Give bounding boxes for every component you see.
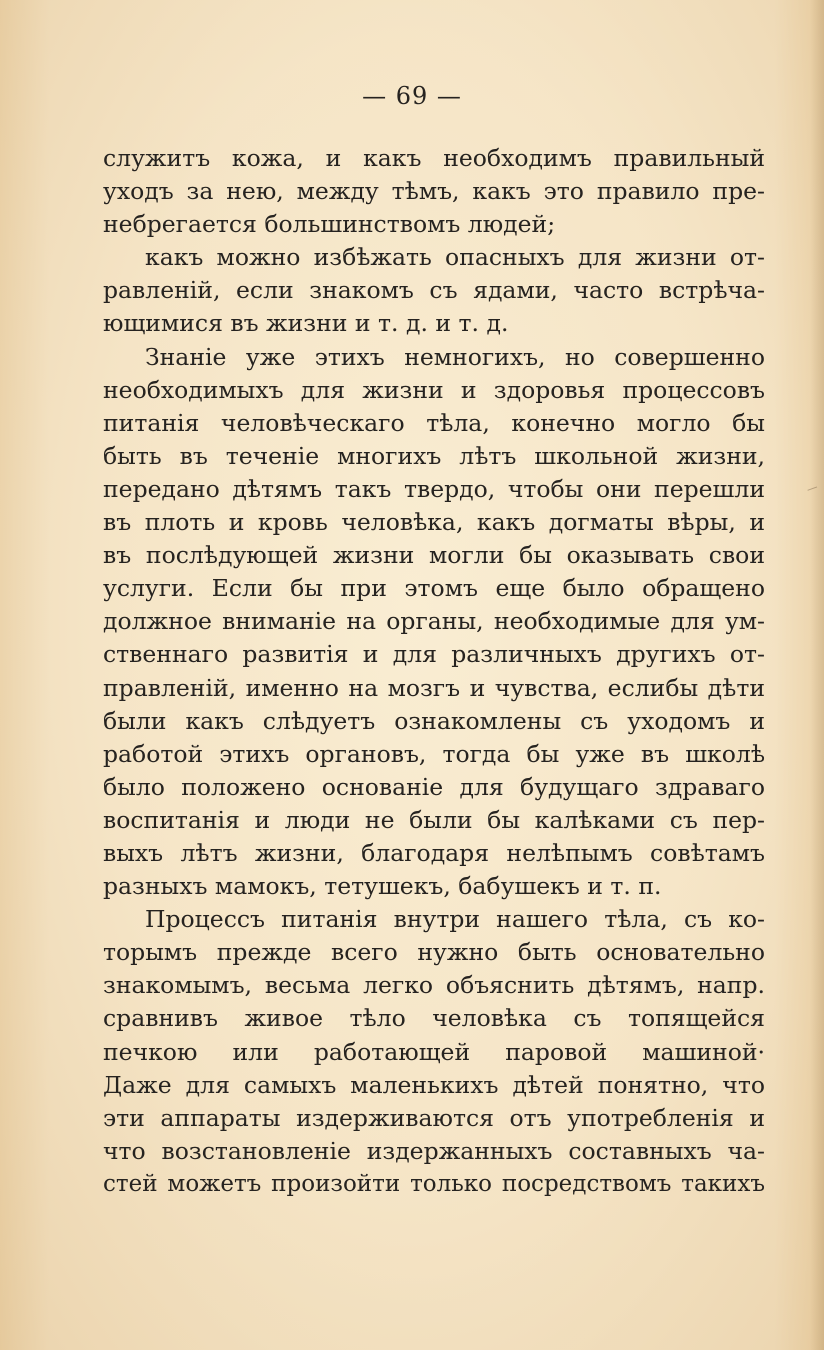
text-line: воспитанія и люди не были бы калѣками съ пер- [103, 805, 765, 834]
text-line: были какъ слѣдуетъ ознакомлены съ уходомъ и [103, 706, 765, 735]
text-line: что возстановленіе издержанныхъ составныхъ ча- [103, 1136, 765, 1165]
text-line: служитъ кожа, и какъ необходимъ правильный [103, 144, 765, 172]
text-line: уходъ за нею, между тѣмъ, какъ это правило пре- [103, 177, 765, 206]
text-line: должное вниманіе на органы, необходимые для ум- [103, 607, 765, 636]
text-line: въ плоть и кровь человѣка, какъ догматы вѣры, и [103, 508, 765, 537]
body-text [103, 142, 765, 1201]
text-line: Знаніе уже этихъ немногихъ, но совершенно [145, 342, 765, 371]
text-line: выхъ лѣтъ жизни, благодаря нелѣпымъ совѣтамъ [103, 838, 765, 867]
text-line: ственнаго развитія и для различныхъ другихъ от- [103, 640, 765, 669]
text-line: торымъ прежде всего нужно быть основательно [103, 938, 765, 967]
text-line: печкою или работающей паровой машиной· [103, 1037, 765, 1066]
text-line: передано дѣтямъ такъ твердо, чтобы они перешли [103, 474, 765, 503]
text-line: стей можетъ произойти только посредствомъ такихъ [103, 1170, 765, 1197]
page-number: — 69 — [362, 82, 462, 110]
page-edge-shadow [810, 0, 824, 1350]
text-line: необходимыхъ для жизни и здоровья процессовъ [103, 375, 765, 404]
text-line: небрегается большинствомъ людей; [103, 210, 556, 239]
text-line: услуги. Если бы при этомъ еще было обращено [103, 574, 765, 603]
text-line: работой этихъ органовъ, тогда бы уже въ школѣ [103, 739, 765, 768]
text-line: знакомымъ, весьма легко объяснить дѣтямъ, напр. [103, 971, 765, 1000]
text-line: Даже для самыхъ маленькихъ дѣтей понятно, что [103, 1070, 765, 1099]
text-line: въ послѣдующей жизни могли бы оказывать свои [103, 541, 765, 570]
text-line: быть въ теченіе многихъ лѣтъ школьной жизни, [103, 441, 765, 470]
text-line: питанія человѣческаго тѣла, конечно могло бы [103, 408, 765, 437]
text-line: сравнивъ живое тѣло человѣка съ топящейся [103, 1004, 765, 1033]
text-line: какъ можно избѣжать опасныхъ для жизни от- [145, 243, 765, 272]
text-line: было положено основаніе для будущаго здраваго [103, 772, 765, 801]
text-line: Процессъ питанія внутри нашего тѣла, съ ко- [145, 905, 765, 934]
text-line: разныхъ мамокъ, тетушекъ, бабушекъ и т. п. [103, 872, 662, 901]
text-line: ющимися въ жизни и т. д. и т. д. [103, 309, 509, 338]
text-line: равленій, если знакомъ съ ядами, часто встрѣча- [103, 276, 765, 305]
text-line: эти аппараты издерживаются отъ употребленія и [103, 1103, 765, 1132]
text-line: правленій, именно на мозгъ и чувства, еслибы дѣти [103, 673, 765, 702]
